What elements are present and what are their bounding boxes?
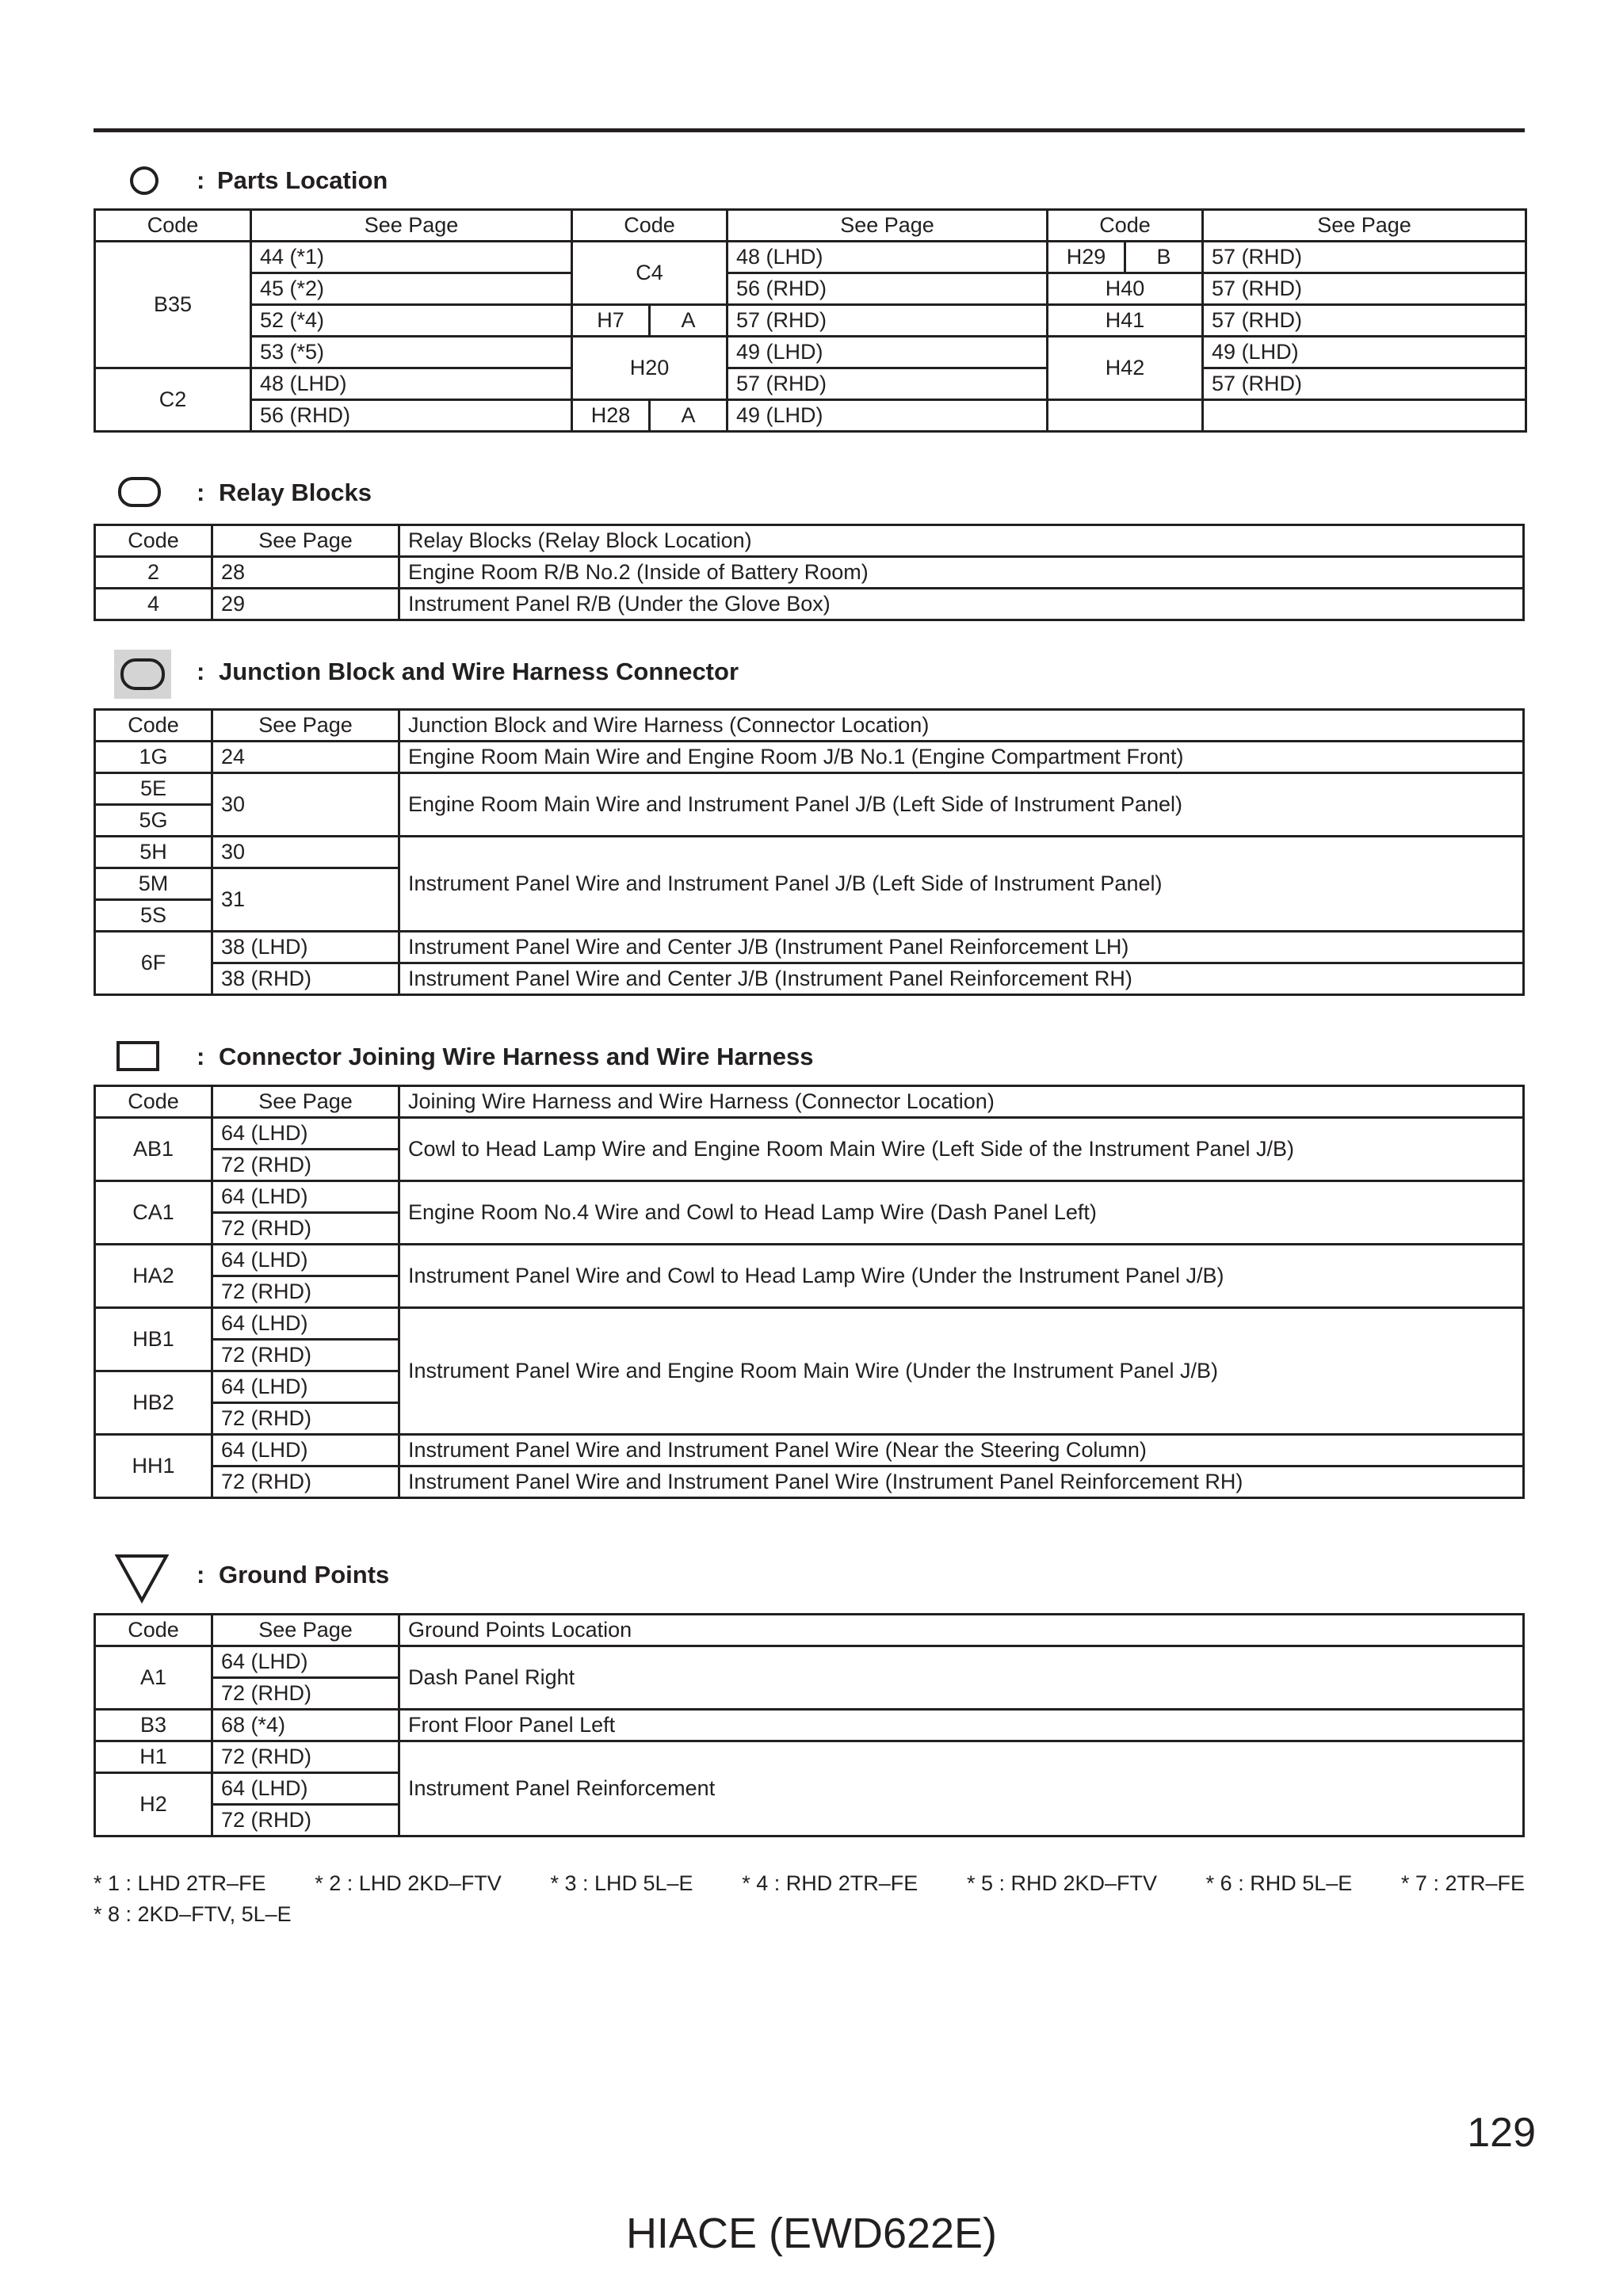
triangle-icon bbox=[114, 1553, 170, 1604]
footnote: * 8 : 2KD–FTV, 5L–E bbox=[94, 1902, 292, 1926]
code-cell: H41 bbox=[1048, 305, 1203, 337]
table-row: 45 (*2) 56 (RHD) H40 57 (RHD) bbox=[95, 273, 1526, 305]
table-row: 5M 31 bbox=[95, 868, 1524, 900]
code-cell: C2 bbox=[95, 368, 251, 432]
table-header-row: Code See Page Relay Blocks (Relay Block Location) bbox=[95, 525, 1524, 557]
table-header-row: Code See Page Joining Wire Harness and Wire Harness (Connector Location) bbox=[95, 1086, 1524, 1118]
ground-points-title: Ground Points bbox=[219, 1561, 390, 1589]
code-cell: C4 bbox=[572, 242, 727, 305]
table-row: B3 68 (*4) Front Floor Panel Left bbox=[95, 1710, 1524, 1741]
footnote: * 4 : RHD 2TR–FE bbox=[742, 1871, 918, 1895]
parts-location-heading: : Parts Location bbox=[94, 158, 1525, 206]
connector-joining-heading: : Connector Joining Wire Harness and Wire Harness bbox=[94, 1035, 1525, 1082]
table-row: 1G 24 Engine Room Main Wire and Engine Room J/B No.1 (Engine Compartment Front) bbox=[95, 742, 1524, 773]
table-row: HA2 64 (LHD) Instrument Panel Wire and Cowl to Head Lamp Wire (Under the Instrument Panel J/B) bbox=[95, 1245, 1524, 1276]
code-cell: 6F bbox=[95, 932, 212, 995]
shaded-rounded-rectangle-icon bbox=[114, 650, 171, 699]
table-row: H1 72 (RHD) Instrument Panel Reinforcement bbox=[95, 1741, 1524, 1773]
footnotes bbox=[94, 1871, 1525, 1927]
relay-blocks-title: Relay Blocks bbox=[219, 479, 372, 506]
table-row: 2 28 Engine Room R/B No.2 (Inside of Battery Room) bbox=[95, 557, 1524, 589]
table-row: AB1 64 (LHD) Cowl to Head Lamp Wire and Engine Room Main Wire (Left Side of the Instrument Panel J/B) bbox=[95, 1118, 1524, 1150]
table-row: 4 29 Instrument Panel R/B (Under the Glove Box) bbox=[95, 589, 1524, 620]
table-row: 72 (RHD) bbox=[95, 1403, 1524, 1435]
square-icon bbox=[116, 1039, 162, 1074]
circle-icon bbox=[128, 165, 160, 196]
code-cell: H20 bbox=[572, 337, 727, 400]
code-cell: HB2 bbox=[95, 1371, 212, 1435]
table-row: 53 (*5) H20 49 (LHD) H42 49 (LHD) bbox=[95, 337, 1526, 368]
code-cell: H28 bbox=[572, 400, 650, 432]
code-cell: AB1 bbox=[95, 1118, 212, 1181]
code-cell: 5H bbox=[95, 837, 212, 868]
code-cell: 5M bbox=[95, 868, 212, 900]
footnote: * 2 : LHD 2KD–FTV bbox=[315, 1871, 502, 1895]
table-row: 6F 38 (LHD) Instrument Panel Wire and Center J/B (Instrument Panel Reinforcement LH) bbox=[95, 932, 1524, 963]
code-cell: HB1 bbox=[95, 1308, 212, 1371]
footnote: * 1 : LHD 2TR–FE bbox=[94, 1871, 266, 1895]
table-row: C2 48 (LHD) 57 (RHD) 57 (RHD) bbox=[95, 368, 1526, 400]
table-row: H2 64 (LHD) bbox=[95, 1773, 1524, 1805]
code-cell: B3 bbox=[95, 1710, 212, 1741]
code-cell: H1 bbox=[95, 1741, 212, 1773]
table-header-row: Code See Page Junction Block and Wire Harness (Connector Location) bbox=[95, 710, 1524, 742]
connector-joining-table bbox=[94, 1085, 1525, 1499]
code-cell: 4 bbox=[95, 589, 212, 620]
table-row: A1 64 (LHD) Dash Panel Right bbox=[95, 1646, 1524, 1678]
code-cell: H2 bbox=[95, 1773, 212, 1836]
rounded-rectangle-icon bbox=[117, 475, 163, 510]
table-row: HB2 64 (LHD) bbox=[95, 1371, 1524, 1403]
junction-block-title: Junction Block and Wire Harness Connector bbox=[219, 658, 739, 685]
code-cell: 5S bbox=[95, 900, 212, 932]
parts-location-table bbox=[94, 208, 1527, 433]
table-row: 72 (RHD) bbox=[95, 1276, 1524, 1308]
table-row: 72 (RHD) bbox=[95, 1678, 1524, 1710]
table-row: 72 (RHD) bbox=[95, 1805, 1524, 1836]
page-number: 129 bbox=[1467, 2110, 1536, 2156]
connector-joining-title: Connector Joining Wire Harness and Wire Harness bbox=[219, 1043, 814, 1070]
document-title: HIACE (EWD622E) bbox=[625, 2210, 998, 2257]
code-cell: 5E bbox=[95, 773, 212, 805]
footnote: * 7 : 2TR–FE bbox=[1400, 1871, 1525, 1895]
code-cell: A1 bbox=[95, 1646, 212, 1710]
relay-blocks-table bbox=[94, 524, 1525, 621]
table-row: 72 (RHD) Instrument Panel Wire and Instrument Panel Wire (Instrument Panel Reinforcement RH) bbox=[95, 1466, 1524, 1498]
footnote: * 3 : LHD 5L–E bbox=[550, 1871, 693, 1895]
table-row: CA1 64 (LHD) Engine Room No.4 Wire and Cowl to Head Lamp Wire (Dash Panel Left) bbox=[95, 1181, 1524, 1213]
table-row: 52 (*4) H7 A 57 (RHD) H41 57 (RHD) bbox=[95, 305, 1526, 337]
table-row: 56 (RHD) H28 A 49 (LHD) bbox=[95, 400, 1526, 432]
table-row: HH1 64 (LHD) Instrument Panel Wire and Instrument Panel Wire (Near the Steering Column) bbox=[95, 1435, 1524, 1466]
code-cell: B35 bbox=[95, 242, 251, 368]
ground-points-table bbox=[94, 1613, 1525, 1837]
table-row: 72 (RHD) bbox=[95, 1150, 1524, 1181]
code-cell: 1G bbox=[95, 742, 212, 773]
table-header-row: Code See Page Code See Page Code See Page bbox=[95, 210, 1526, 242]
parts-location-title: Parts Location bbox=[217, 166, 388, 194]
code-cell: 2 bbox=[95, 557, 212, 589]
table-row: HB1 64 (LHD) Instrument Panel Wire and Engine Room Main Wire (Under the Instrument Panel J/B) bbox=[95, 1308, 1524, 1340]
junction-block-table bbox=[94, 708, 1525, 996]
code-cell: HH1 bbox=[95, 1435, 212, 1498]
footnote: * 6 : RHD 5L–E bbox=[1205, 1871, 1353, 1895]
table-row: 38 (RHD) Instrument Panel Wire and Center J/B (Instrument Panel Reinforcement RH) bbox=[95, 963, 1524, 995]
ground-points-heading: : Ground Points bbox=[94, 1553, 1525, 1600]
code-cell: HA2 bbox=[95, 1245, 212, 1308]
code-cell: H29 bbox=[1048, 242, 1125, 273]
junction-block-heading: : Junction Block and Wire Harness Connector bbox=[94, 650, 1525, 697]
code-cell: 5G bbox=[95, 805, 212, 837]
table-row: 5H 30 Instrument Panel Wire and Instrument Panel J/B (Left Side of Instrument Panel) bbox=[95, 837, 1524, 868]
code-cell: H42 bbox=[1048, 337, 1203, 400]
table-row: 5E 30 Engine Room Main Wire and Instrument Panel J/B (Left Side of Instrument Panel) bbox=[95, 773, 1524, 805]
table-row: 72 (RHD) bbox=[95, 1213, 1524, 1245]
table-row: B35 44 (*1) C4 48 (LHD) H29 B 57 (RHD) bbox=[95, 242, 1526, 273]
table-row: 72 (RHD) bbox=[95, 1340, 1524, 1371]
table-header-row: Code See Page Ground Points Location bbox=[95, 1615, 1524, 1646]
relay-blocks-heading: : Relay Blocks bbox=[94, 471, 1525, 518]
top-rule bbox=[94, 128, 1525, 132]
code-cell: H40 bbox=[1048, 273, 1203, 305]
code-cell: H7 bbox=[572, 305, 650, 337]
footnote: * 5 : RHD 2KD–FTV bbox=[966, 1871, 1158, 1895]
code-cell: CA1 bbox=[95, 1181, 212, 1245]
